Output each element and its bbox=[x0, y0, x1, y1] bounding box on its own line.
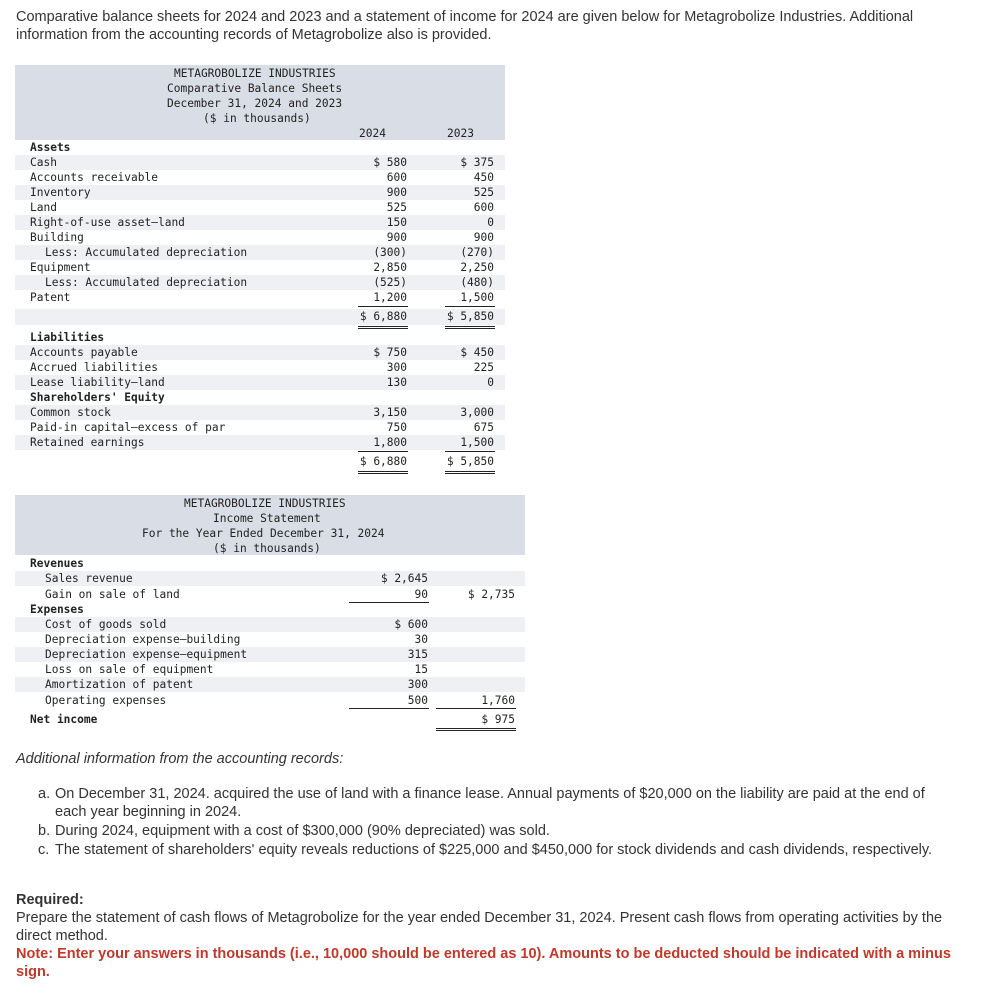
is-amount: 15 bbox=[414, 663, 428, 676]
is-label: Cost of goods sold bbox=[45, 618, 167, 631]
is-row bbox=[15, 662, 525, 677]
bs-label: Patent bbox=[30, 291, 71, 304]
bs-value-2024: (300) bbox=[373, 246, 407, 259]
bs-value-2024: 900 bbox=[386, 186, 407, 199]
bs-row bbox=[15, 200, 505, 215]
is-row bbox=[15, 617, 525, 632]
net-income-row bbox=[15, 712, 525, 728]
bs-row bbox=[15, 275, 505, 290]
bs-value-2023: (480) bbox=[460, 276, 494, 289]
bs-value-2023: 900 bbox=[473, 231, 494, 244]
is-amount: 90 bbox=[414, 588, 428, 601]
bs-label: Right-of-use asset—land bbox=[30, 216, 185, 229]
bs-label: Equipment bbox=[30, 261, 91, 274]
item-letter: a. bbox=[38, 786, 51, 802]
is-title: Income Statement bbox=[213, 512, 321, 525]
additional-info-item bbox=[38, 785, 938, 821]
bs-value-2023: $ 450 bbox=[460, 346, 494, 359]
bs-label: Common stock bbox=[30, 406, 111, 419]
bs-year-2023: 2023 bbox=[447, 127, 474, 140]
bs-row bbox=[15, 375, 505, 390]
revenues-header-row bbox=[15, 556, 525, 571]
bs-value-2023: 0 bbox=[487, 376, 494, 389]
bs-value-2024: 750 bbox=[386, 421, 407, 434]
bs-value-2024: 150 bbox=[386, 216, 407, 229]
additional-info-list bbox=[38, 785, 938, 860]
net-income-label: Net income bbox=[30, 713, 98, 726]
is-company: METAGROBOLIZE INDUSTRIES bbox=[184, 497, 346, 510]
bs-label: Less: Accumulated depreciation bbox=[45, 246, 248, 259]
bs-label: Inventory bbox=[30, 186, 91, 199]
total-double-rule bbox=[445, 326, 495, 327]
expenses-header-row bbox=[15, 602, 525, 617]
is-amount: 30 bbox=[414, 633, 428, 646]
bs-row bbox=[15, 230, 505, 245]
is-amount: 500 bbox=[407, 694, 428, 707]
item-letter: c. bbox=[38, 842, 50, 858]
income-statement-header bbox=[15, 495, 525, 555]
additional-info-title: Additional information from the accounting records: bbox=[16, 751, 344, 767]
bs-value-2024: (525) bbox=[373, 276, 407, 289]
is-units: ($ in thousands) bbox=[213, 542, 321, 555]
bs-label: Accrued liabilities bbox=[30, 361, 158, 374]
bs-label: Lease liability—land bbox=[30, 376, 165, 389]
total-double-rule bbox=[445, 473, 495, 474]
bs-value-2023: 675 bbox=[473, 421, 494, 434]
is-row bbox=[15, 587, 525, 602]
bs-row bbox=[15, 215, 505, 230]
is-row bbox=[15, 571, 525, 586]
bs-year-2024: 2024 bbox=[359, 127, 386, 140]
subtotal-rule bbox=[445, 451, 495, 452]
bs-value-2023: (270) bbox=[460, 246, 494, 259]
intro-paragraph: Comparative balance sheets for 2024 and 2023 and a statement of income for 2024 are given below for Metagrobolize Industries. Additional information from the accounting records of Metagrobolize also is provided. bbox=[16, 9, 914, 43]
bs-label: Building bbox=[30, 231, 84, 244]
assets-total-2023: $ 5,850 bbox=[446, 310, 494, 323]
bs-value-2024: 300 bbox=[386, 361, 407, 374]
bs-value-2024: 525 bbox=[386, 201, 407, 214]
subtotal-rule bbox=[349, 708, 429, 709]
bs-value-2023: 525 bbox=[473, 186, 494, 199]
bs-row bbox=[15, 405, 505, 420]
bs-row bbox=[15, 435, 505, 450]
assets-header-row bbox=[15, 140, 505, 155]
bs-value-2023: 2,250 bbox=[460, 261, 494, 274]
bs-label: Retained earnings bbox=[30, 436, 145, 449]
bs-date: December 31, 2024 and 2023 bbox=[167, 97, 343, 110]
bs-row bbox=[15, 345, 505, 360]
required-note: Note: Enter your answers in thousands (i.e., 10,000 should be entered as 10). Amounts to be deducted should be indicated with a minus sign. bbox=[16, 946, 951, 980]
bs-label: Accounts receivable bbox=[30, 171, 158, 184]
is-amount: $ 600 bbox=[394, 618, 428, 631]
bs-row bbox=[15, 260, 505, 275]
bs-title: Comparative Balance Sheets bbox=[167, 82, 343, 95]
liabilities-total-2024: $ 6,880 bbox=[359, 455, 407, 468]
bs-row bbox=[15, 155, 505, 170]
bs-value-2023: 600 bbox=[473, 201, 494, 214]
item-text: The statement of shareholders' equity reveals reductions of $225,000 and $450,000 for stock dividends and cash dividends, respectively. bbox=[55, 842, 933, 858]
bs-units: ($ in thousands) bbox=[203, 112, 311, 125]
bs-row bbox=[15, 185, 505, 200]
bs-label: Less: Accumulated depreciation bbox=[45, 276, 248, 289]
income-statement bbox=[15, 495, 525, 735]
is-label: Amortization of patent bbox=[45, 678, 194, 691]
bs-row bbox=[15, 170, 505, 185]
bs-row bbox=[15, 360, 505, 375]
bs-value-2024: $ 580 bbox=[373, 156, 407, 169]
equity-header: Shareholders' Equity bbox=[30, 391, 165, 404]
is-label: Gain on sale of land bbox=[45, 588, 180, 601]
net-income-amount: $ 975 bbox=[481, 713, 515, 726]
total-double-rule bbox=[358, 326, 408, 327]
assets-total-row bbox=[15, 309, 505, 325]
bs-value-2024: 1,200 bbox=[373, 291, 407, 304]
bs-value-2023: 225 bbox=[473, 361, 494, 374]
is-period: For the Year Ended December 31, 2024 bbox=[142, 527, 385, 540]
required-title: Required: bbox=[16, 892, 84, 908]
bs-value-2024: 1,800 bbox=[373, 436, 407, 449]
bs-company: METAGROBOLIZE INDUSTRIES bbox=[174, 67, 336, 80]
bs-value-2024: 3,150 bbox=[373, 406, 407, 419]
is-row bbox=[15, 693, 525, 708]
required-text: Prepare the statement of cash flows of Metagrobolize for the year ended December 31, 2024. Present cash flows from operating activities by the direct method. bbox=[16, 910, 943, 944]
bs-value-2023: 450 bbox=[473, 171, 494, 184]
total-double-rule bbox=[358, 328, 408, 329]
subtotal-rule bbox=[358, 451, 408, 452]
is-label: Depreciation expense—building bbox=[45, 633, 241, 646]
bs-label: Cash bbox=[30, 156, 57, 169]
item-text: On December 31, 2024. acquired the use of land with a finance lease. Annual payments of $20,000 on the liability are paid at the end of each year beginning in 2024. bbox=[55, 786, 925, 820]
required-section bbox=[16, 891, 976, 981]
bs-value-2024: 2,850 bbox=[373, 261, 407, 274]
total-double-rule bbox=[445, 328, 495, 329]
is-label: Sales revenue bbox=[45, 572, 133, 585]
total-double-rule bbox=[358, 471, 408, 472]
additional-info-item bbox=[38, 822, 938, 840]
total-double-rule bbox=[436, 728, 516, 729]
is-label: Loss on sale of equipment bbox=[45, 663, 214, 676]
balance-sheet bbox=[15, 65, 505, 475]
bs-value-2023: 1,500 bbox=[460, 436, 494, 449]
is-amount: 315 bbox=[407, 648, 428, 661]
bs-value-2023: 1,500 bbox=[460, 291, 494, 304]
liabilities-total-2023: $ 5,850 bbox=[446, 455, 494, 468]
subtotal-rule bbox=[436, 708, 516, 709]
bs-value-2023: $ 375 bbox=[460, 156, 494, 169]
bs-label: Accounts payable bbox=[30, 346, 138, 359]
is-label: Depreciation expense—equipment bbox=[45, 648, 248, 661]
additional-info-item bbox=[38, 841, 938, 859]
total-double-rule bbox=[436, 730, 516, 731]
is-row bbox=[15, 677, 525, 692]
total-double-rule bbox=[358, 473, 408, 474]
bs-label: Land bbox=[30, 201, 57, 214]
bs-value-2023: 3,000 bbox=[460, 406, 494, 419]
subtotal-rule bbox=[445, 306, 495, 307]
bs-label: Paid-in capital—excess of par bbox=[30, 421, 226, 434]
bs-value-2024: 130 bbox=[386, 376, 407, 389]
bs-row bbox=[15, 290, 505, 305]
is-label: Operating expenses bbox=[45, 694, 167, 707]
assets-header: Assets bbox=[30, 141, 71, 154]
liabilities-header: Liabilities bbox=[30, 331, 105, 344]
total-double-rule bbox=[445, 471, 495, 472]
balance-sheet-header bbox=[15, 65, 505, 140]
item-text: During 2024, equipment with a cost of $300,000 (90% depreciated) was sold. bbox=[55, 823, 550, 839]
equity-header-row bbox=[15, 390, 505, 405]
bs-value-2024: 600 bbox=[386, 171, 407, 184]
expenses-header: Expenses bbox=[30, 603, 84, 616]
bs-row bbox=[15, 245, 505, 260]
is-row bbox=[15, 647, 525, 662]
item-letter: b. bbox=[38, 823, 51, 839]
liabilities-header-row bbox=[15, 330, 505, 345]
subtotal-rule bbox=[358, 306, 408, 307]
bs-row bbox=[15, 420, 505, 435]
assets-total-2024: $ 6,880 bbox=[359, 310, 407, 323]
is-amount: $ 2,645 bbox=[380, 572, 428, 585]
bs-value-2024: $ 750 bbox=[373, 346, 407, 359]
bs-value-2024: 900 bbox=[386, 231, 407, 244]
revenues-total: $ 2,735 bbox=[467, 588, 515, 601]
expenses-total: 1,760 bbox=[481, 694, 515, 707]
liabilities-total-row bbox=[15, 454, 505, 470]
is-amount: 300 bbox=[407, 678, 428, 691]
bs-value-2023: 0 bbox=[487, 216, 494, 229]
revenues-header: Revenues bbox=[30, 557, 84, 570]
is-row bbox=[15, 632, 525, 647]
